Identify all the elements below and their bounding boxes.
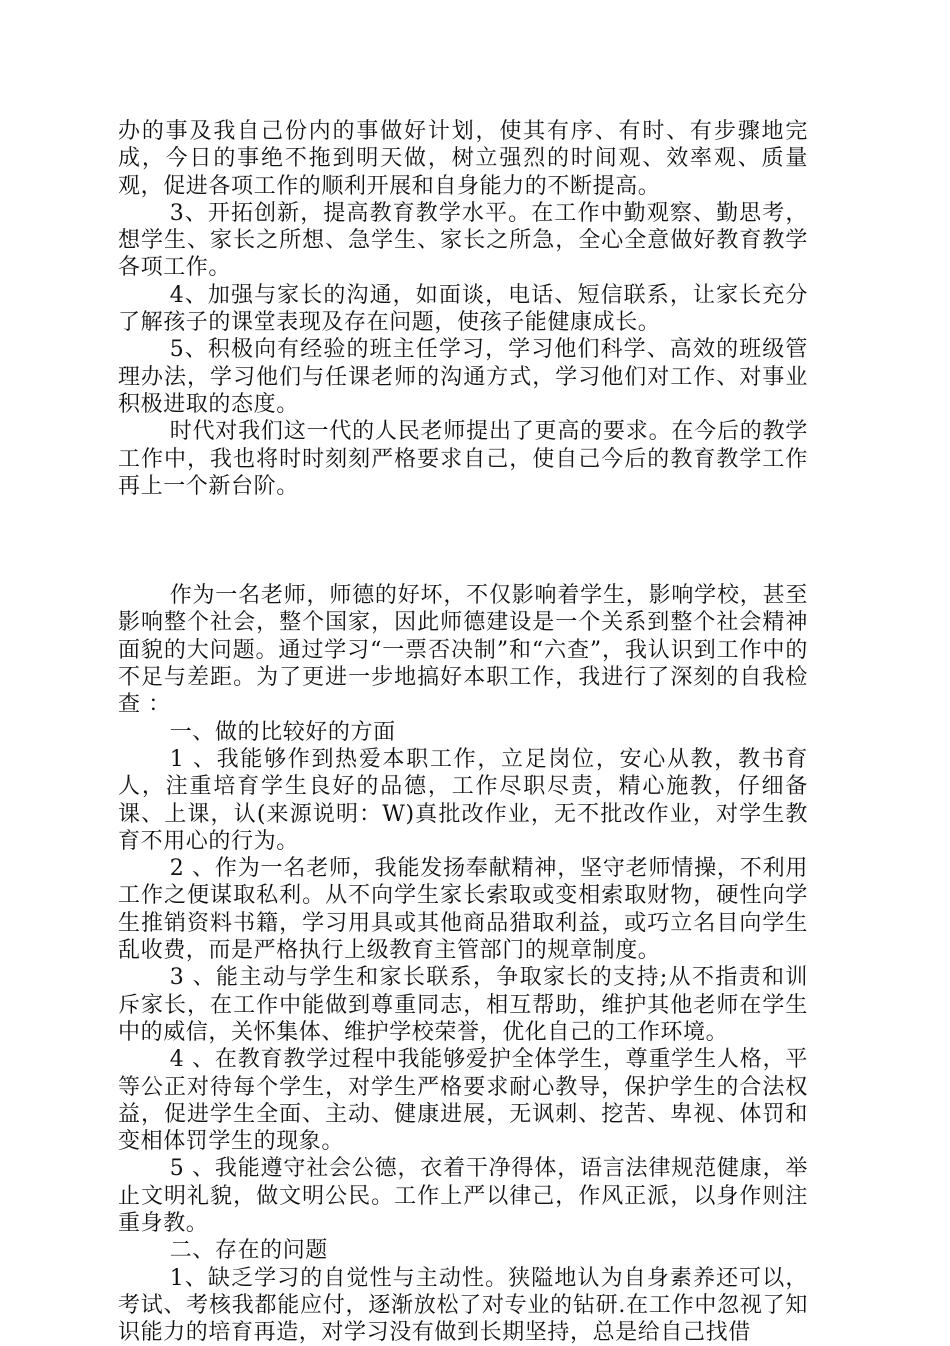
paragraph-strength-2: 2 、作为一名老师，我能发扬奉献精神，坚守老师情操，不利用工作之便谋取私利。从不向学生家长索取或变相索取财物，硬性向学生推销资料书籍，学习用具或其他商品猎取利益，或巧立名目向学生乱收费，而是严格执行上级教育主管部门的规章制度。 [118,856,808,964]
paragraph-continuation: 办的事及我自己份内的事做好计划，使其有序、有时、有步骤地完成，今日的事绝不拖到明天做，树立强烈的时间观、效率观、质量观，促进各项工作的顺利开展和自身能力的不断提高。 [118,119,808,199]
paragraph-strength-4: 4 、在教育教学过程中我能够爱护全体学生，尊重学生人格，平等公正对待每个学生，对学生严格要求耐心教导，保护学生的合法权益，促进学生全面、主动、健康进展，无讽刺、挖苦、卑视、体罚和变相体罚学生的现象。 [118,1047,808,1155]
paragraph-conclusion: 时代对我们这一代的人民老师提出了更高的要求。在今后的教学工作中，我也将时时刻刻严格要求自己，使自己今后的教育教学工作再上一个新台阶。 [118,419,808,499]
paragraph-strength-5: 5 、我能遵守社会公德，衣着干净得体，语言法律规范健康，举止文明礼貌，做文明公民。工作上严以律己，作风正派，以身作则注重身教。 [118,1156,808,1236]
section-spacer [118,500,808,582]
paragraph-strength-3: 3 、能主动与学生和家长联系，争取家长的支持;从不指责和训斥家长，在工作中能做到尊重同志，相互帮助，维护其他老师在学生中的威信，关怀集体、维护学校荣誉，优化自己的工作环境。 [118,965,808,1045]
section-heading-problems: 二、存在的问题 [169,1238,328,1264]
paragraph-item-3: 3、开拓创新，提高教育教学水平。在工作中勤观察、勤思考，想学生、家长之所想、急学生、家长之所急，全心全意做好教育教学各项工作。 [118,200,808,281]
paragraph-item-4: 4、加强与家长的沟通，如面谈，电话、短信联系，让家长充分了解孩子的课堂表现及存在问题，使孩子能健康成长。 [118,282,808,336]
document-body [118,118,808,1346]
paragraph-problem-1: 1、缺乏学习的自觉性与主动性。狭隘地认为自身素养还可以，考试、考核我都能应付，逐渐放松了对专业的钻研.在工作中忽视了知识能力的培育再造，对学习没有做到长期坚持，总是给自己找借 [118,1265,808,1346]
paragraph-item-5: 5、积极向有经验的班主任学习，学习他们科学、高效的班级管理办法，学习他们与任课老师的沟通方式，学习他们对工作、对事业积极进取的态度。 [118,337,808,417]
paragraph-intro: 作为一名老师，师德的好坏，不仅影响着学生，影响学校，甚至影响整个社会，整个国家，因此师德建设是一个关系到整个社会精神面貌的大问题。通过学习“一票否决制”和“六查”，我认识到工作中的不足与差距。为了更进一步地搞好本职工作，我进行了深刻的自我检查 ： [118,583,808,718]
section-heading-strengths: 一、做的比较好的方面 [169,719,396,745]
paragraph-strength-1: 1 、我能够作到热爱本职工作，立足岗位，安心从教，教书育人，注重培育学生良好的品德，工作尽职尽责，精心施教，仔细备课、上课，认(来源说明：W)真批改作业，无不批改作业，对学生教育不用心的行为。 [118,746,808,854]
